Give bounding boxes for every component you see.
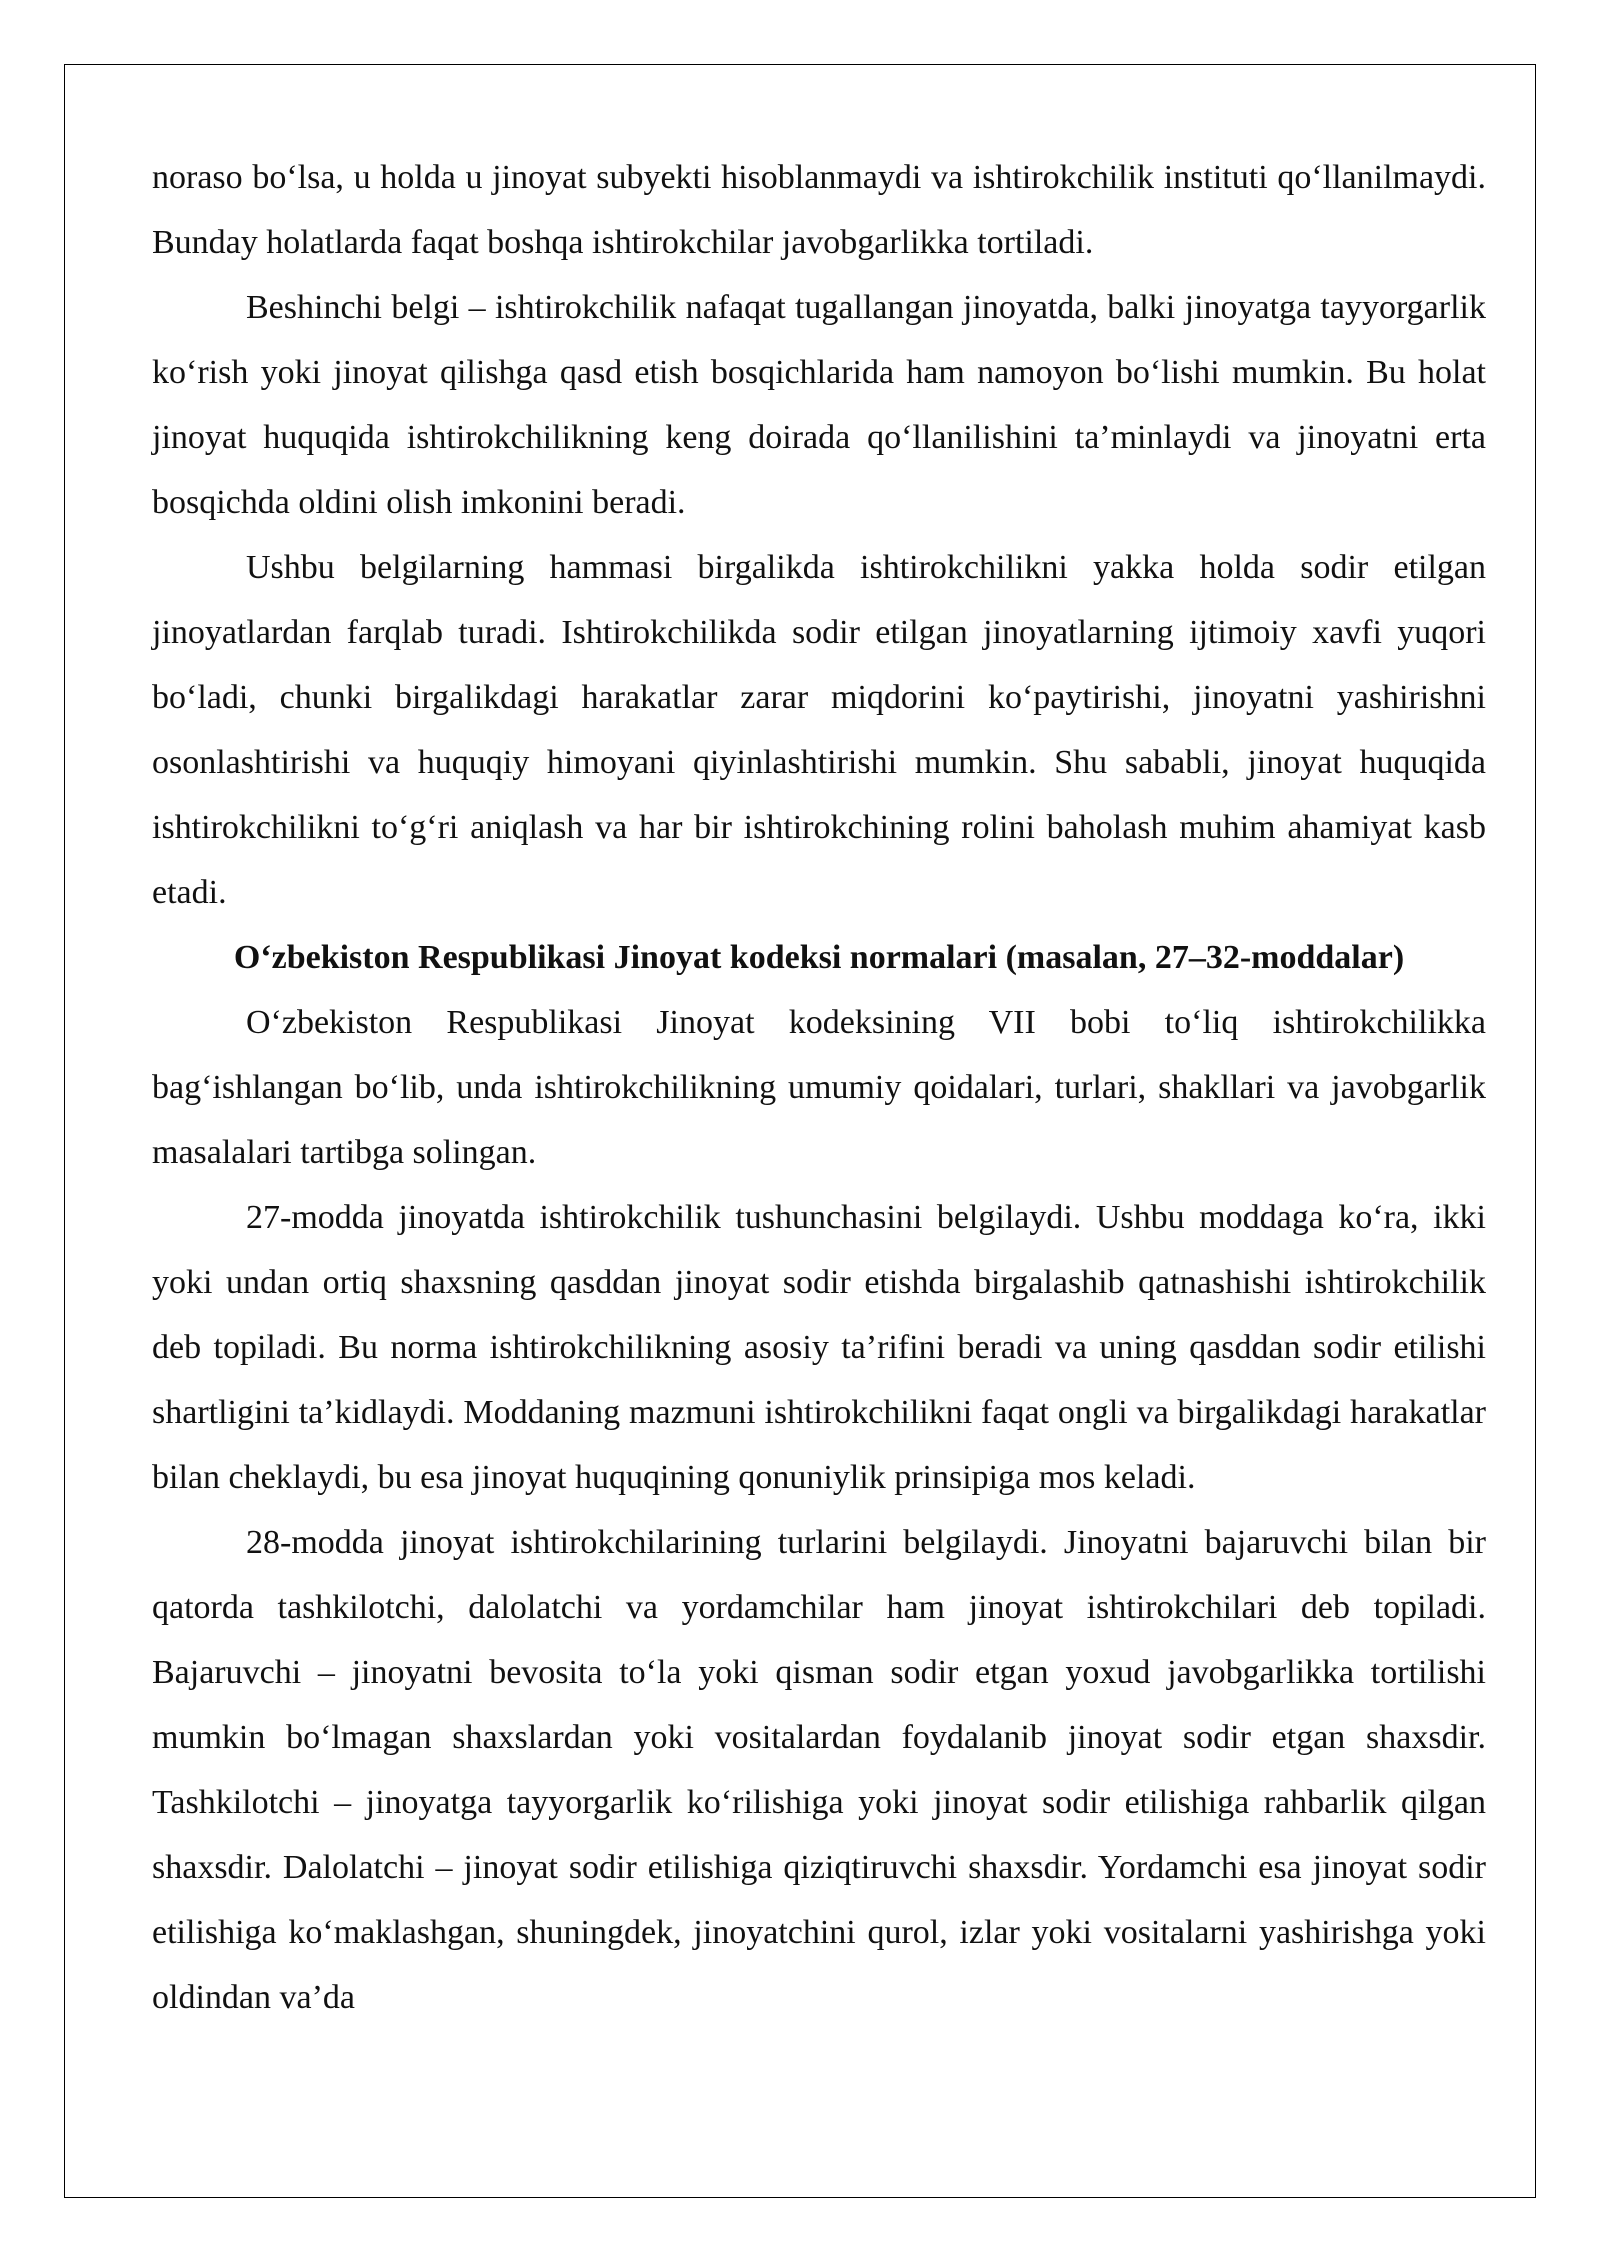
paragraph-summary: Ushbu belgilarning hammasi birgalikda ishtirokchilikni yakka holda sodir etilgan jinoyatlardan farqlab turadi. Ishtirokchilikda sodir etilgan jinoyatlarning ijtimoiy xavfi yuqori bo‘ladi, chunki birgalikdagi harakatlar zarar miqdorini ko‘paytirishi, jinoyatni yashirishni osonlashtirishi va huquqiy himoyani qiyinlashtirishi mumkin. Shu sababli, jinoyat huquqida ishtirokchilikni to‘g‘ri aniqlash va har bir ishtirokchining rolini baholash muhim ahamiyat kasb etadi. bbox=[152, 549, 1486, 911]
section-heading: O‘zbekiston Respublikasi Jinoyat kodeksi normalari (masalan, 27–32-moddalar) bbox=[233, 939, 1405, 976]
paragraph-continuation: noraso bo‘lsa, u holda u jinoyat subyekti hisoblanmaydi va ishtirokchilik instituti qo‘llanilmaydi. Bunday holatlarda faqat boshqa ishtirokchilar javobgarlikka tortiladi. bbox=[152, 159, 1486, 261]
paragraph-article-28: 28-modda jinoyat ishtirokchilarining turlarini belgilaydi. Jinoyatni bajaruvchi bilan bir qatorda tashkilotchi, dalolatchi va yordamchilar ham jinoyat ishtirokchilari deb topiladi. Bajaruvchi – jinoyatni bevosita to‘la yoki qisman sodir etgan yoxud javobgarlikka tortilishi mumkin bo‘lmagan shaxslardan yoki vositalardan foydalanib jinoyat sodir etgan shaxsdir. Tashkilotchi – jinoyatga tayyorgarlik ko‘rilishiga yoki jinoyat sodir etilishiga rahbarlik qilgan shaxsdir. Dalolatchi – jinoyat sodir etilishiga qiziqtiruvchi shaxsdir. Yordamchi esa jinoyat sodir etilishiga ko‘maklashgan, shuningdek, jinoyatchini qurol, izlar yoki vositalarni yashirishga yoki oldindan va’da bbox=[152, 1524, 1486, 2016]
paragraph-chapter-vii: O‘zbekiston Respublikasi Jinoyat kodeksining VII bobi to‘liq ishtirokchilikka bag‘ishlangan bo‘lib, unda ishtirokchilikning umumiy qoidalari, turlari, shakllari va javobgarlik masalalari tartibga solingan. bbox=[152, 1004, 1486, 1171]
paragraph-article-27: 27-modda jinoyatda ishtirokchilik tushunchasini belgilaydi. Ushbu moddaga ko‘ra, ikki yoki undan ortiq shaxsning qasddan jinoyat sodir etishda birgalashib qatnashishi ishtirokchilik deb topiladi. Bu norma ishtirokchilikning asosiy ta’rifini beradi va uning qasddan sodir etilishi shartligini ta’kidlaydi. Moddaning mazmuni ishtirokchilikni faqat ongli va birgalikdagi harakatlar bilan cheklaydi, bu esa jinoyat huquqining qonuniylik prinsipiga mos keladi. bbox=[152, 1199, 1486, 1496]
paragraph-fifth-sign: Beshinchi belgi – ishtirokchilik nafaqat tugallangan jinoyatda, balki jinoyatga tayyorgarlik ko‘rish yoki jinoyat qilishga qasd etish bosqichlarida ham namoyon bo‘lishi mumkin. Bu holat jinoyat huquqida ishtirokchilikning keng doirada qo‘llanilishini ta’minlaydi va jinoyatni erta bosqichda oldini olish imkonini beradi. bbox=[152, 289, 1486, 521]
document-body bbox=[152, 145, 1486, 2030]
